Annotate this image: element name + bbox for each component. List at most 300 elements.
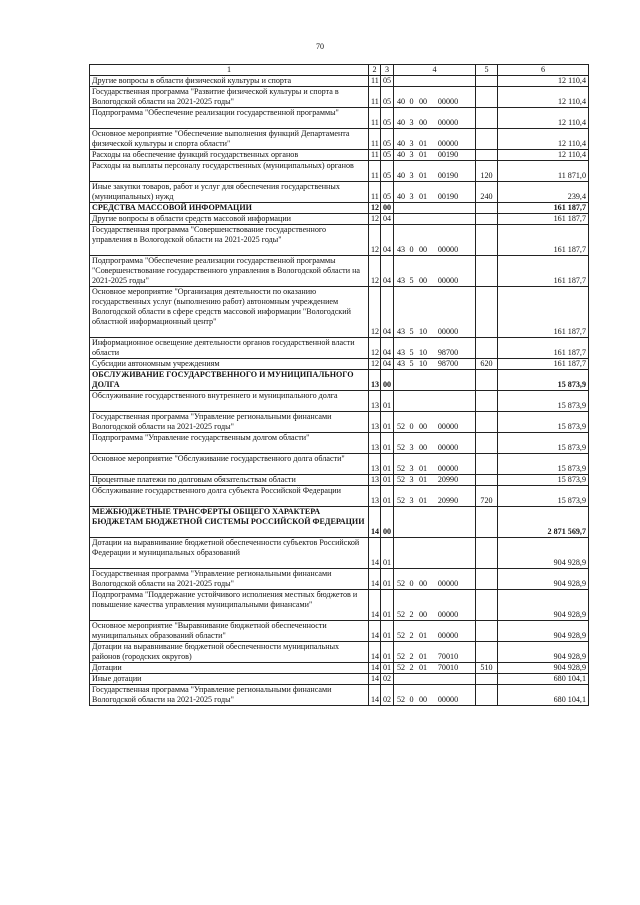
table-row [90,507,589,538]
target-article-part: 00000 [437,610,459,620]
row-target-article [394,359,476,370]
row-amount: 12 110,4 [498,150,589,161]
row-expense-type [476,203,498,214]
target-article-part: 5 [409,327,414,337]
target-article-part: 52 [396,610,406,620]
row-section: 11 [369,108,381,129]
table-row [90,412,589,433]
row-section: 14 [369,621,381,642]
target-article-part: 0 [409,422,414,432]
target-article-part: 01 [418,192,428,202]
target-article-part: 00000 [437,276,459,286]
row-target-article [394,256,476,287]
row-section: 14 [369,507,381,538]
row-name: МЕЖБЮДЖЕТНЫЕ ТРАНСФЕРТЫ ОБЩЕГО ХАРАКТЕРА БЮДЖЕТАМ БЮДЖЕТНОЙ СИСТЕМЫ РОССИЙСКОЙ ФЕДЕРАЦИИ [90,507,369,538]
row-subsection: 00 [381,203,394,214]
row-name: Основное мероприятие "Выравнивание бюджетной обеспеченности муниципальных образований области" [90,621,369,642]
target-article-part: 43 [396,348,406,358]
row-name: Государственная программа "Управление региональными финансами Вологодской области на 2021-2025 годы" [90,569,369,590]
row-amount: 239,4 [498,182,589,203]
row-section: 13 [369,454,381,475]
row-subsection: 05 [381,87,394,108]
target-article-part: 3 [409,496,414,506]
row-section: 11 [369,161,381,182]
target-article-part: 3 [409,192,414,202]
row-section: 12 [369,256,381,287]
row-section: 14 [369,590,381,621]
header-col-3: 3 [381,65,394,76]
row-target-article [394,203,476,214]
target-article-part: 2 [409,663,414,673]
row-amount: 161 187,7 [498,225,589,256]
row-target-article [394,674,476,685]
table-row [90,161,589,182]
row-target-article [394,129,476,150]
row-name: Субсидии автономным учреждениям [90,359,369,370]
target-article-part: 01 [418,631,428,641]
row-target-article [394,287,476,338]
row-expense-type [476,507,498,538]
table-row [90,370,589,391]
row-target-article [394,338,476,359]
row-section: 13 [369,486,381,507]
row-expense-type [476,621,498,642]
row-subsection: 01 [381,663,394,674]
row-amount: 15 873,9 [498,370,589,391]
target-article-part: 2 [409,631,414,641]
target-article-part: 52 [396,464,406,474]
row-section: 14 [369,642,381,663]
row-name: Расходы на выплаты персоналу государственных (муниципальных) органов [90,161,369,182]
row-name: СРЕДСТВА МАССОВОЙ ИНФОРМАЦИИ [90,203,369,214]
table-row [90,287,589,338]
row-subsection: 01 [381,433,394,454]
target-article-part: 00000 [437,118,459,128]
row-subsection: 01 [381,590,394,621]
row-section: 13 [369,412,381,433]
target-article-part: 3 [409,150,414,160]
row-subsection: 04 [381,214,394,225]
row-expense-type [476,412,498,433]
table-row [90,454,589,475]
row-expense-type: 240 [476,182,498,203]
row-expense-type [476,391,498,412]
row-section: 11 [369,129,381,150]
row-section: 14 [369,685,381,706]
row-amount: 12 110,4 [498,76,589,87]
target-article-part: 01 [418,139,428,149]
target-article-part: 01 [418,464,428,474]
row-expense-type [476,76,498,87]
row-target-article [394,412,476,433]
row-name: Иные дотации [90,674,369,685]
target-article-part: 0 [409,97,414,107]
row-target-article [394,150,476,161]
row-expense-type [476,454,498,475]
row-target-article [394,225,476,256]
table-row [90,359,589,370]
row-name: Другие вопросы в области физической культуры и спорта [90,76,369,87]
target-article-part: 43 [396,245,406,255]
row-name: Подпрограмма "Управление государственным долгом области" [90,433,369,454]
row-amount: 161 187,7 [498,287,589,338]
row-amount: 15 873,9 [498,412,589,433]
row-subsection: 04 [381,256,394,287]
table-row [90,108,589,129]
table-body [90,76,589,706]
table-row [90,129,589,150]
target-article-part: 01 [418,496,428,506]
row-amount: 904 928,9 [498,642,589,663]
row-amount: 680 104,1 [498,674,589,685]
target-article-part: 2 [409,652,414,662]
target-article-part: 3 [409,464,414,474]
target-article-part: 0 [409,695,414,705]
row-target-article [394,182,476,203]
row-amount: 15 873,9 [498,433,589,454]
target-article-part: 40 [396,139,406,149]
row-subsection: 04 [381,338,394,359]
row-expense-type [476,256,498,287]
row-target-article [394,642,476,663]
row-target-article [394,370,476,391]
table-row [90,663,589,674]
row-amount: 12 110,4 [498,108,589,129]
target-article-part: 52 [396,496,406,506]
row-name: Основное мероприятие "Организация деятельности по оказанию государственных услуг (выполнению работ) автономным учреждением Вологодской области в сфере средств массовой информации "Вологодский областной информационный центр" [90,287,369,338]
budget-table [89,64,589,706]
row-amount: 161 187,7 [498,256,589,287]
row-amount: 161 187,7 [498,203,589,214]
target-article-part: 5 [409,359,414,369]
row-amount: 904 928,9 [498,569,589,590]
target-article-part: 01 [418,171,428,181]
target-article-part: 01 [418,150,428,160]
target-article-part: 00 [418,245,428,255]
row-target-article [394,663,476,674]
row-target-article [394,433,476,454]
row-target-article [394,454,476,475]
row-amount: 161 187,7 [498,214,589,225]
target-article-part: 52 [396,695,406,705]
target-article-part: 52 [396,663,406,673]
row-subsection: 04 [381,225,394,256]
row-expense-type: 720 [476,486,498,507]
row-expense-type [476,685,498,706]
table-row [90,621,589,642]
row-section: 14 [369,674,381,685]
row-amount: 161 187,7 [498,359,589,370]
target-article-part: 70010 [437,652,459,662]
row-subsection: 01 [381,475,394,486]
row-target-article [394,391,476,412]
row-subsection: 04 [381,359,394,370]
target-article-part: 01 [418,652,428,662]
row-target-article [394,87,476,108]
target-article-part: 43 [396,359,406,369]
target-article-part: 00000 [437,327,459,337]
row-target-article [394,108,476,129]
row-name: Дотации на выравнивание бюджетной обеспеченности муниципальных районов (городских округов) [90,642,369,663]
header-col-2: 2 [369,65,381,76]
row-name: Процентные платежи по долговым обязательствам области [90,475,369,486]
row-amount: 161 187,7 [498,338,589,359]
target-article-part: 00 [418,443,428,453]
row-expense-type [476,642,498,663]
row-expense-type [476,590,498,621]
table-row [90,475,589,486]
row-subsection: 05 [381,129,394,150]
target-article-part: 43 [396,327,406,337]
row-target-article [394,214,476,225]
row-name: Обслуживание государственного долга субъекта Российской Федерации [90,486,369,507]
row-target-article [394,590,476,621]
row-subsection: 01 [381,621,394,642]
row-name: ОБСЛУЖИВАНИЕ ГОСУДАРСТВЕННОГО И МУНИЦИПАЛЬНОГО ДОЛГА [90,370,369,391]
row-name: Подпрограмма "Обеспечение реализации государственной программы" [90,108,369,129]
target-article-part: 00 [418,610,428,620]
row-amount: 15 873,9 [498,391,589,412]
table-row [90,433,589,454]
row-expense-type: 510 [476,663,498,674]
target-article-part: 5 [409,276,414,286]
target-article-part: 3 [409,171,414,181]
row-subsection: 05 [381,108,394,129]
target-article-part: 40 [396,118,406,128]
row-expense-type [476,214,498,225]
row-target-article [394,475,476,486]
row-section: 13 [369,433,381,454]
target-article-part: 3 [409,139,414,149]
table-row [90,642,589,663]
row-expense-type [476,475,498,486]
row-expense-type [476,370,498,391]
target-article-part: 00190 [437,192,459,202]
table-row [90,182,589,203]
target-article-part: 0 [409,579,414,589]
row-subsection: 04 [381,287,394,338]
target-article-part: 20990 [437,475,459,485]
target-article-part: 00 [418,276,428,286]
row-section: 12 [369,203,381,214]
target-article-part: 00000 [437,631,459,641]
row-expense-type [476,129,498,150]
row-expense-type [476,150,498,161]
target-article-part: 00000 [437,422,459,432]
target-article-part: 98700 [437,359,459,369]
row-subsection: 01 [381,486,394,507]
row-expense-type [476,538,498,569]
row-target-article [394,161,476,182]
target-article-part: 10 [418,327,428,337]
row-amount: 11 871,0 [498,161,589,182]
row-amount: 904 928,9 [498,590,589,621]
target-article-part: 70010 [437,663,459,673]
row-amount: 12 110,4 [498,129,589,150]
row-subsection: 01 [381,538,394,569]
table-row [90,685,589,706]
row-section: 14 [369,663,381,674]
target-article-part: 2 [409,610,414,620]
row-expense-type [476,569,498,590]
row-expense-type [476,338,498,359]
table-row [90,87,589,108]
target-article-part: 00190 [437,150,459,160]
row-target-article [394,486,476,507]
row-section: 13 [369,475,381,486]
target-article-part: 01 [418,663,428,673]
table-row [90,486,589,507]
row-section: 12 [369,214,381,225]
row-expense-type [476,287,498,338]
page-number: 70 [316,42,324,51]
row-name: Дотации [90,663,369,674]
table-row [90,150,589,161]
target-article-part: 10 [418,359,428,369]
table-row [90,590,589,621]
row-amount: 2 871 569,7 [498,507,589,538]
target-article-part: 00 [418,97,428,107]
row-subsection: 01 [381,391,394,412]
row-expense-type [476,225,498,256]
row-name: Государственная программа "Управление региональными финансами Вологодской области на 2021-2025 годы" [90,685,369,706]
target-article-part: 00190 [437,171,459,181]
row-section: 12 [369,359,381,370]
target-article-part: 00 [418,579,428,589]
target-article-part: 3 [409,443,414,453]
table-row [90,674,589,685]
row-expense-type [476,108,498,129]
header-col-6: 6 [498,65,589,76]
row-target-article [394,621,476,642]
row-name: Подпрограмма "Поддержание устойчивого исполнения местных бюджетов и повышение качества управления муниципальными финансами" [90,590,369,621]
target-article-part: 52 [396,579,406,589]
row-amount: 904 928,9 [498,538,589,569]
target-article-part: 43 [396,276,406,286]
target-article-part: 10 [418,348,428,358]
header-col-4: 4 [394,65,476,76]
row-name: Подпрограмма "Обеспечение реализации государственной программы "Совершенствование государственного управления в Вологодской области на 2021-2025 годы" [90,256,369,287]
table-row [90,256,589,287]
row-subsection: 02 [381,674,394,685]
row-name: Основное мероприятие "Обеспечение выполнения функций Департамента физической культуры и спорта области" [90,129,369,150]
target-article-part: 20990 [437,496,459,506]
row-amount: 12 110,4 [498,87,589,108]
target-article-part: 40 [396,192,406,202]
row-expense-type [476,433,498,454]
header-col-5: 5 [476,65,498,76]
row-name: Иные закупки товаров, работ и услуг для обеспечения государственных (муниципальных) нужд [90,182,369,203]
row-name: Обслуживание государственного внутреннего и муниципального долга [90,391,369,412]
row-name: Государственная программа "Развитие физической культуры и спорта в Вологодской области на 2021-2025 годы" [90,87,369,108]
target-article-part: 52 [396,443,406,453]
table-row [90,214,589,225]
row-subsection: 01 [381,569,394,590]
target-article-part: 5 [409,348,414,358]
row-name: Государственная программа "Управление региональными финансами Вологодской области на 2021-2025 годы" [90,412,369,433]
row-section: 13 [369,370,381,391]
table-row [90,338,589,359]
row-amount: 680 104,1 [498,685,589,706]
row-expense-type: 120 [476,161,498,182]
target-article-part: 40 [396,150,406,160]
row-section: 12 [369,338,381,359]
row-target-article [394,507,476,538]
row-subsection: 01 [381,412,394,433]
target-article-part: 00000 [437,464,459,474]
row-amount: 904 928,9 [498,663,589,674]
target-article-part: 00 [418,422,428,432]
target-article-part: 40 [396,97,406,107]
target-article-part: 98700 [437,348,459,358]
row-subsection: 01 [381,454,394,475]
table-row [90,203,589,214]
target-article-part: 40 [396,171,406,181]
row-section: 12 [369,287,381,338]
row-section: 11 [369,76,381,87]
row-subsection: 05 [381,150,394,161]
row-subsection: 05 [381,76,394,87]
table-row [90,569,589,590]
target-article-part: 00 [418,118,428,128]
row-subsection: 05 [381,182,394,203]
row-section: 12 [369,225,381,256]
row-amount: 15 873,9 [498,486,589,507]
target-article-part: 0 [409,245,414,255]
table-row [90,391,589,412]
table-row [90,538,589,569]
row-section: 11 [369,150,381,161]
target-article-part: 52 [396,652,406,662]
target-article-part: 00 [418,695,428,705]
target-article-part: 00000 [437,579,459,589]
table-row [90,225,589,256]
row-section: 11 [369,87,381,108]
row-name: Расходы на обеспечение функций государственных органов [90,150,369,161]
row-subsection: 05 [381,161,394,182]
target-article-part: 52 [396,631,406,641]
header-row [90,65,589,76]
target-article-part: 00000 [437,97,459,107]
row-section: 13 [369,391,381,412]
target-article-part: 01 [418,475,428,485]
row-target-article [394,569,476,590]
row-name: Другие вопросы в области средств массовой информации [90,214,369,225]
row-amount: 15 873,9 [498,475,589,486]
row-subsection: 01 [381,642,394,663]
target-article-part: 3 [409,118,414,128]
row-amount: 15 873,9 [498,454,589,475]
row-target-article [394,76,476,87]
target-article-part: 52 [396,422,406,432]
row-subsection: 00 [381,507,394,538]
row-target-article [394,685,476,706]
target-article-part: 00000 [437,695,459,705]
target-article-part: 52 [396,475,406,485]
row-expense-type: 620 [476,359,498,370]
row-subsection: 02 [381,685,394,706]
row-name: Информационное освещение деятельности органов государственной власти области [90,338,369,359]
row-section: 14 [369,569,381,590]
row-subsection: 00 [381,370,394,391]
row-section: 11 [369,182,381,203]
row-name: Основное мероприятие "Обслуживание государственного долга области" [90,454,369,475]
row-amount: 904 928,9 [498,621,589,642]
row-section: 14 [369,538,381,569]
target-article-part: 00000 [437,139,459,149]
row-name: Государственная программа "Совершенствование государственного управления в Вологодской области на 2021-2025 годы" [90,225,369,256]
row-expense-type [476,87,498,108]
